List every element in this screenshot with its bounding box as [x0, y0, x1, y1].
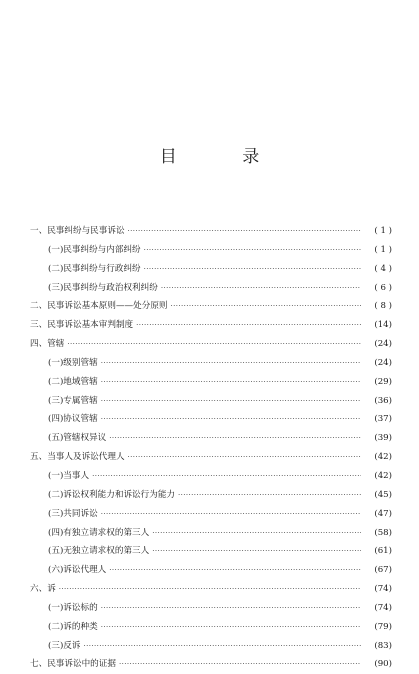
toc-entry-label: (五)管辖权异议 [48, 433, 107, 444]
table-of-contents [30, 222, 392, 674]
toc-leader-dots [101, 618, 361, 637]
toc-entry-label: (一)民事纠纷与内部纠纷 [48, 244, 141, 255]
page-title: 目 录 [159, 147, 290, 167]
toc-entry[interactable] [30, 316, 392, 335]
toc-entry[interactable] [30, 335, 392, 354]
toc-entry[interactable] [30, 354, 392, 373]
toc-entry-page: (24) [374, 357, 392, 368]
toc-entry[interactable] [30, 542, 392, 561]
toc-leader-dots [101, 410, 361, 429]
toc-entry-page: ( 1 ) [374, 226, 392, 236]
toc-entry-label: 二、民事诉讼基本原则——处分原则 [30, 301, 168, 312]
toc-entry[interactable] [30, 505, 392, 524]
toc-entry-page: (42) [374, 470, 392, 481]
toc-entry-page: ( 4 ) [374, 263, 392, 274]
toc-leader-dots [144, 241, 361, 260]
toc-entry-page: (90) [374, 659, 392, 670]
toc-entry-page: (61) [374, 546, 392, 557]
toc-entry-page: ( 6 ) [374, 282, 392, 293]
toc-entry[interactable] [30, 655, 392, 674]
toc-leader-dots [101, 354, 361, 373]
toc-entry-label: (二)民事纠纷与行政纠纷 [48, 263, 141, 274]
toc-entry-page: (14) [374, 320, 392, 331]
toc-entry[interactable] [30, 618, 392, 637]
toc-leader-dots [171, 297, 361, 316]
toc-leader-dots [101, 505, 361, 524]
toc-leader-dots [119, 655, 361, 674]
toc-entry-label: (四)有独立请求权的第三人 [48, 527, 150, 538]
toc-entry-label: (一)当事人 [48, 470, 90, 481]
toc-entry[interactable] [30, 410, 392, 429]
toc-leader-dots [178, 486, 361, 505]
toc-entry[interactable] [30, 561, 392, 580]
toc-leader-dots [101, 599, 361, 618]
toc-entry-label: 五、当事人及诉讼代理人 [30, 452, 125, 463]
toc-entry-page: (37) [374, 414, 392, 425]
toc-leader-dots [92, 467, 361, 486]
toc-entry[interactable] [30, 279, 392, 298]
toc-entry-page: ( 1 ) [374, 244, 392, 255]
toc-entry-page: (79) [374, 621, 392, 632]
toc-entry-page: ( 8 ) [374, 301, 392, 312]
toc-entry[interactable] [30, 637, 392, 656]
toc-entry-page: (24) [374, 339, 392, 350]
toc-entry[interactable] [30, 297, 392, 316]
toc-entry-label: (二)地域管辖 [48, 376, 98, 387]
toc-entry-label: (三)共同诉讼 [48, 508, 98, 519]
toc-entry[interactable] [30, 448, 392, 467]
toc-entry-label: (三)反诉 [48, 640, 81, 651]
toc-leader-dots [109, 561, 361, 580]
toc-entry[interactable] [30, 392, 392, 411]
toc-entry[interactable] [30, 524, 392, 543]
toc-leader-dots [128, 222, 361, 241]
toc-entry[interactable] [30, 373, 392, 392]
toc-leader-dots [152, 524, 361, 543]
toc-leader-dots [101, 373, 361, 392]
toc-entry[interactable] [30, 241, 392, 260]
toc-entry[interactable] [30, 486, 392, 505]
toc-leader-dots [136, 316, 361, 335]
toc-leader-dots [161, 279, 361, 298]
toc-entry-label: 七、民事诉讼中的证据 [30, 659, 116, 670]
toc-entry-label: 一、民事纠纷与民事诉讼 [30, 226, 125, 236]
toc-leader-dots [144, 260, 361, 279]
toc-entry-page: (83) [374, 640, 392, 651]
toc-entry-page: (45) [374, 489, 392, 500]
toc-entry[interactable] [30, 467, 392, 486]
toc-leader-dots [67, 335, 361, 354]
toc-entry-label: (二)诉的种类 [48, 621, 98, 632]
toc-entry-label: (二)诉讼权利能力和诉讼行为能力 [48, 489, 176, 500]
toc-entry[interactable] [30, 429, 392, 448]
toc-leader-dots [101, 392, 361, 411]
toc-entry[interactable] [30, 599, 392, 618]
toc-entry-label: (五)无独立请求权的第三人 [48, 546, 150, 557]
toc-entry[interactable] [30, 222, 392, 241]
toc-entry-label: (三)民事纠纷与政治权利纠纷 [48, 282, 158, 293]
toc-leader-dots [152, 542, 361, 561]
toc-entry-page: (67) [374, 565, 392, 576]
toc-entry-page: (74) [374, 602, 392, 613]
toc-entry-label: (六)诉讼代理人 [48, 565, 107, 576]
toc-leader-dots [128, 448, 361, 467]
toc-entry-label: (三)专属管辖 [48, 395, 98, 406]
toc-entry-page: (29) [374, 376, 392, 387]
toc-entry-label: (一)诉讼标的 [48, 602, 98, 613]
toc-entry-page: (39) [374, 433, 392, 444]
toc-entry-page: (58) [374, 527, 392, 538]
toc-entry-label: 六、诉 [30, 584, 56, 595]
toc-entry-label: 四、管辖 [30, 339, 65, 350]
toc-entry[interactable] [30, 260, 392, 279]
toc-leader-dots [84, 637, 362, 656]
toc-entry[interactable] [30, 580, 392, 599]
toc-entry-page: (36) [374, 395, 392, 406]
toc-leader-dots [59, 580, 361, 599]
toc-entry-page: (42) [374, 452, 392, 463]
toc-entry-page: (74) [374, 584, 392, 595]
toc-leader-dots [109, 429, 361, 448]
toc-entry-label: (一)级别管辖 [48, 357, 98, 368]
toc-entry-page: (47) [374, 508, 392, 519]
toc-entry-label: 三、民事诉讼基本审判制度 [30, 320, 134, 331]
toc-entry-label: (四)协议管辖 [48, 414, 98, 425]
